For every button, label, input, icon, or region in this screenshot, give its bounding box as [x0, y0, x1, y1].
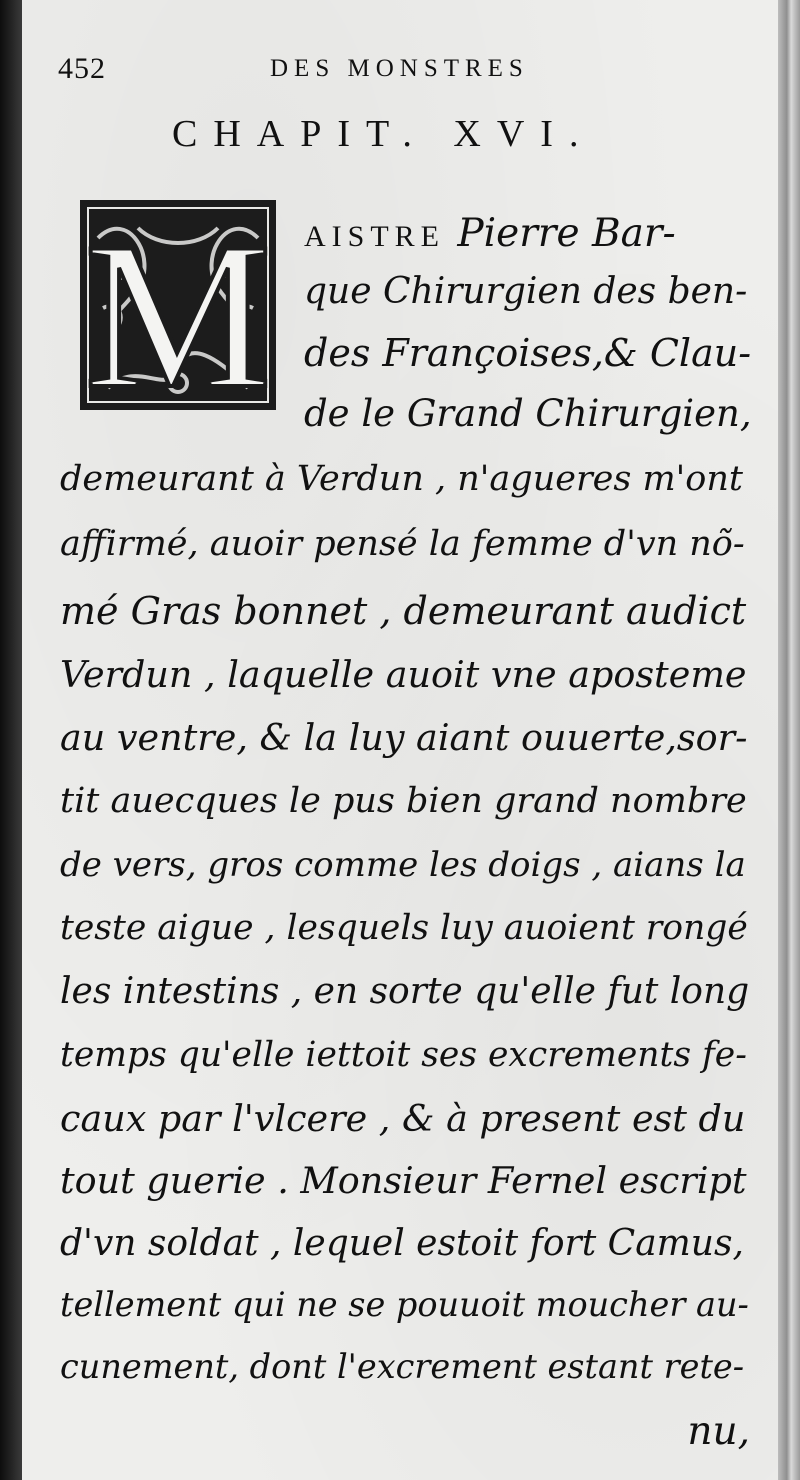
text-line-9: au ventre, & la luy aiant ouuerte,sor- — [60, 716, 748, 759]
text-line-3: des Françoises,& Clau- — [304, 331, 752, 375]
text-line-19: cunement, dont l'excrement estant rete- — [60, 1347, 745, 1386]
text-line-12: teste aigue , lesquels luy auoient rongé — [60, 908, 748, 948]
text-line-7: mé Gras bonnet , demeurant audict — [60, 589, 747, 633]
text-line-14: temps qu'elle iettoit ses excrements fe- — [60, 1035, 747, 1075]
text-line-6: affirmé, auoir pensé la femme d'vn nõ- — [60, 524, 745, 564]
page-gutter-shadow — [0, 0, 22, 1480]
text-line-18: tellement qui ne se pouuoit moucher au- — [60, 1285, 749, 1324]
text-line-5: demeurant à Verdun , n'agueres m'ont — [60, 459, 743, 499]
book-page — [22, 0, 778, 1480]
text-line-11: de vers, gros comme les doigs , aians la — [60, 845, 746, 885]
first-word: AISTRE — [304, 220, 445, 253]
running-head: DES MONSTRES — [270, 55, 529, 82]
text-line-1: AISTRE Pierre Bar- — [304, 211, 676, 256]
svg-text:M: M — [84, 200, 272, 412]
catchword: nu, — [687, 1409, 750, 1454]
text-line-8: Verdun , laquelle auoit vne aposteme — [60, 653, 747, 696]
text-line-13: les intestins , en sorte qu'elle fut long — [60, 971, 750, 1012]
text-line-4: de le Grand Chirurgien, — [304, 392, 752, 435]
page-number: 452 — [58, 52, 106, 85]
text-line-15: caux par l'vlcere , & à present est du — [60, 1097, 746, 1140]
text-line-17: d'vn soldat , lequel estoit fort Camus, — [60, 1223, 744, 1264]
text-line-2: que Chirurgien des ben- — [304, 271, 748, 312]
chapter-title: CHAPIT. XVI. — [172, 113, 595, 155]
page-edge — [778, 0, 800, 1480]
text-line-10: tit auecques le pus bien grand nombre — [60, 781, 747, 821]
text-line-16: tout guerie . Monsieur Fernel escript — [60, 1159, 747, 1202]
ornate-initial-M-icon — [78, 198, 278, 412]
